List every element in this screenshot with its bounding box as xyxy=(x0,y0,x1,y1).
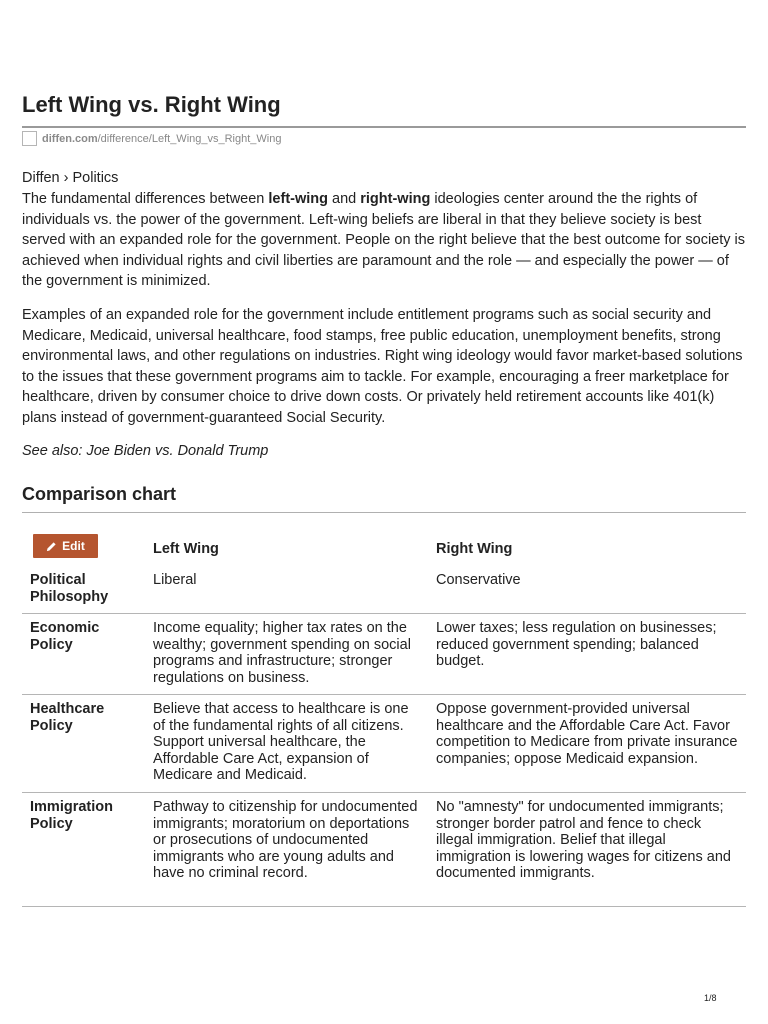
heading-divider xyxy=(22,512,746,513)
breadcrumb[interactable]: Diffen › Politics xyxy=(22,170,119,186)
row-divider xyxy=(22,906,746,907)
page-number: 1/8 xyxy=(704,993,717,1003)
intro-text-3: ideologies center around the the rights of individuals vs. the power of the government. Left-wing beliefs are liberal in that they believe society is best served with an expanded role for the government. People on the right believe that the best outcome for society is achieved when individual rights and civil liberties are paramount and the role — and especially the power — of the government is minimized. xyxy=(22,191,746,289)
right-wing-term: right-wing xyxy=(360,191,431,207)
row-divider xyxy=(22,694,746,695)
link-box-icon xyxy=(22,131,37,146)
row-divider xyxy=(22,613,746,614)
intro-paragraph xyxy=(22,189,746,292)
right-wing-cell: Oppose government-provided universal healthcare and the Affordable Care Act. Favor competition to Medicare from private insurance companies; oppose Medicaid expansion. xyxy=(436,701,738,767)
intro-text-1: The fundamental differences between xyxy=(22,191,269,207)
left-wing-cell: Income equality; higher tax rates on the wealthy; government spending on social programs and infrastructure; stronger regulations on business. xyxy=(153,620,411,686)
pencil-icon xyxy=(46,541,57,552)
left-wing-cell: Pathway to citizenship for undocumented immigrants; moratorium on deportations or prosecutions of undocumented immigrants who are young adults and have no criminal record. xyxy=(153,799,418,881)
see-also-link[interactable]: See also: Joe Biden vs. Donald Trump xyxy=(22,443,269,459)
row-label: Economic Policy xyxy=(30,620,100,653)
intro-text-2: and xyxy=(328,191,361,207)
row-label: Immigration Policy xyxy=(30,799,113,832)
page-title: Left Wing vs. Right Wing xyxy=(22,92,281,117)
left-wing-cell: Liberal xyxy=(153,572,197,588)
left-wing-cell: Believe that access to healthcare is one of the fundamental rights of all citizens. Support universal healthcare, the Affordable Care Act, expansion of Medicare and Medicaid. xyxy=(153,701,409,783)
edit-button[interactable] xyxy=(33,534,98,558)
source-url[interactable] xyxy=(22,131,281,146)
url-path: /difference/Left_Wing_vs_Right_Wing xyxy=(97,132,282,145)
row-label: Healthcare Policy xyxy=(30,701,105,734)
right-wing-cell: Lower taxes; less regulation on businesses; reduced government spending; balanced budget. xyxy=(436,620,717,669)
row-label: Political Philosophy xyxy=(30,572,109,605)
title-divider xyxy=(22,126,746,128)
right-wing-cell: Conservative xyxy=(436,572,521,588)
url-domain: diffen.com xyxy=(42,132,98,145)
row-divider xyxy=(22,792,746,793)
edit-label: Edit xyxy=(62,539,85,553)
left-wing-term: left-wing xyxy=(268,191,329,207)
comparison-heading: Comparison chart xyxy=(22,484,177,504)
column-header-right-wing: Right Wing xyxy=(436,541,513,557)
column-header-left-wing: Left Wing xyxy=(153,541,219,557)
examples-paragraph: Examples of an expanded role for the government include entitlement programs such as social security and Medicare, Medicaid, universal healthcare, food stamps, free public education, unemployment benefits, strong environmental laws, and other regulations on industries. Right wing ideology would favor market-based solutions to the issues that these government programs aim to tackle. For example, encouraging a freer marketplace for healthcare, driven by consumer choice to drive down costs. Or privately held retirement accounts like 401(k) plans instead of government-guaranteed Social Security. xyxy=(22,307,743,426)
right-wing-cell: No "amnesty" for undocumented immigrants; stronger border patrol and fence to check illegal immigration. Belief that illegal immigration is lowering wages for citizens and documented immigrants. xyxy=(436,799,731,881)
